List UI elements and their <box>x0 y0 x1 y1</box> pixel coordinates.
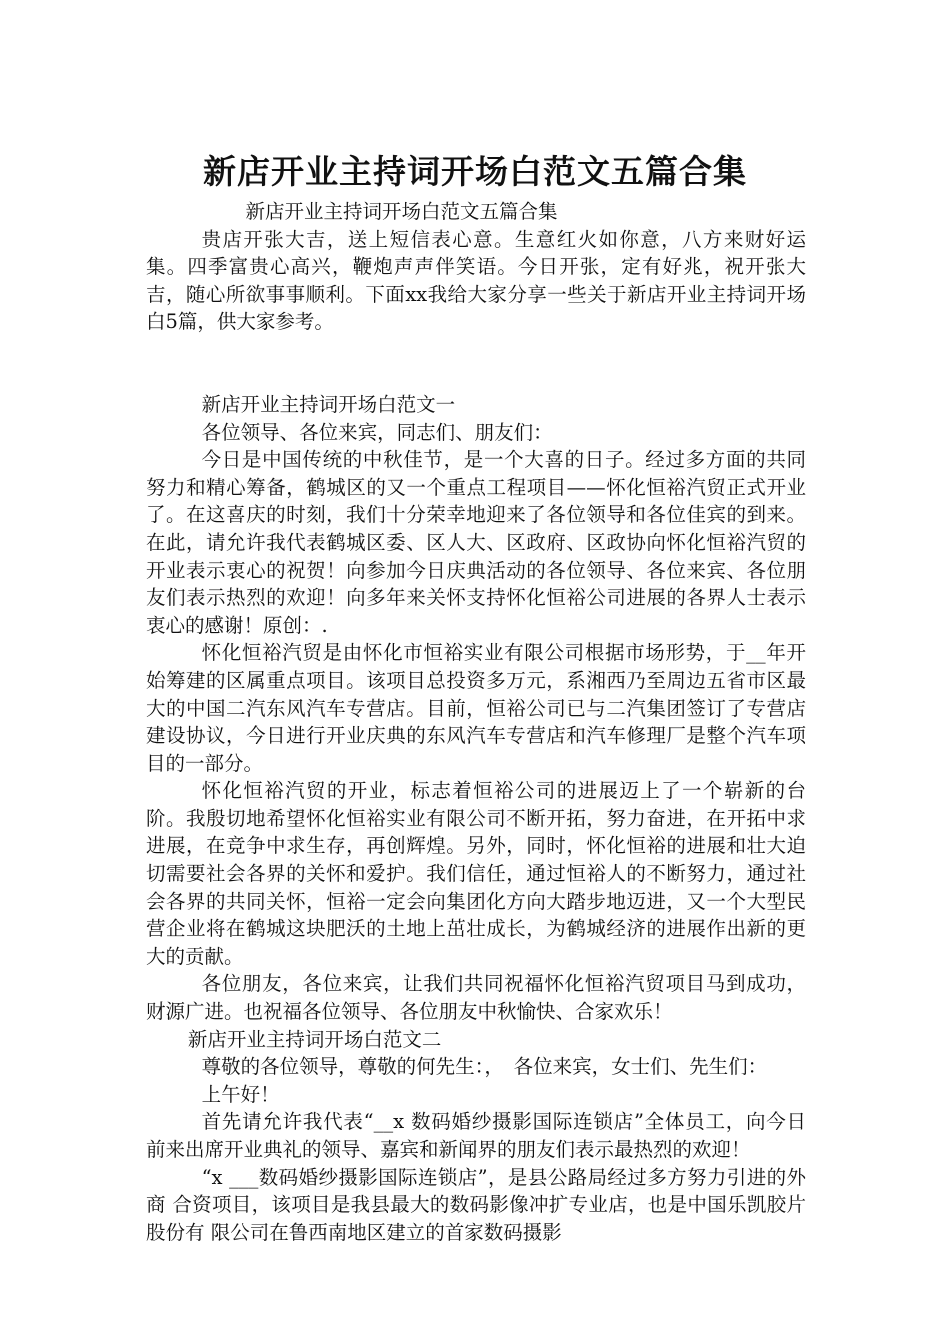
paragraph-body: 首先请允许我代表“__x 数码婚纱摄影国际连锁店”全体员工，向今日 前来出席开业典礼的领导、嘉宾和新闻界的朋友们表示最热烈的欢迎！ <box>146 1110 806 1161</box>
paragraph-greeting: 上午好！ <box>201 1082 280 1106</box>
paragraph-body: 今日是中国传统的中秋佳节，是一个大喜的日子。经过多方面的共同努力和精心筹备，鹤城区的又一个重点工程项目——怀化恒裕汽贸正式开业了。在这喜庆的时刻，我们十分荣幸地迎来了各位领导和各位佳宾的到来。在此，请允许我代表鹤城区委、区人大、区政府、区政协向怀化恒裕汽贸的开业表示衷心的祝贺！向参加今日庆典活动的各位领导、各位来宾、各位朋友们表示热烈的欢迎！向多年来关怀支持怀化恒裕公司进展的各界人士表示衷心的感谢！原创：. <box>146 448 806 637</box>
paragraph-greeting: 尊敬的各位领导，尊敬的何先生：， 各位来宾，女士们、先生们： <box>201 1055 768 1079</box>
paragraph-greeting: 各位领导、各位来宾，同志们、朋友们： <box>201 420 553 444</box>
document-body <box>146 198 806 1246</box>
paragraph-body: 怀化恒裕汽贸是由怀化市恒裕实业有限公司根据市场形势，于__年开始筹建的区属重点项目。该项目总投资多万元，系湘西乃至周边五省市区最大的中国二汽东风汽车专营店。目前，恒裕公司已与二汽集团签订了专营店建设协议，今日进行开业庆典的东风汽车专营店和汽车修理厂是整个汽车项目的一部分。 <box>146 641 806 775</box>
paragraph-body: 各位朋友，各位来宾，让我们共同祝福怀化恒裕汽贸项目马到成功，财源广进。也祝福各位领导、各位朋友中秋愉快、合家欢乐！ <box>146 972 806 1024</box>
section-heading-1: 新店开业主持词开场白范文一 <box>201 392 456 416</box>
paragraph-body: 怀化恒裕汽贸的开业，标志着恒裕公司的进展迈上了一个崭新的台阶。我殷切地希望怀化恒裕实业有限公司不断开拓，努力奋进，在开拓中求进展，在竞争中求生存，再创辉煌。另外，同时，怀化恒裕的进展和壮大迫切需要社会各界的关怀和爱护。我们信任，通过恒裕人的不断努力，通过社会各界的共同关怀，恒裕一定会向集团化方向大踏步地迈进，又一个大型民营企业将在鹤城这块肥沃的土地上茁壮成长，为鹤城经济的进展作出新的更大的贡献。 <box>146 779 806 968</box>
paragraph-gap <box>146 336 806 391</box>
document-title: 新店开业主持词开场白范文五篇合集 <box>203 152 747 192</box>
section-heading-2: 新店开业主持词开场白范文二 <box>187 1027 442 1051</box>
paragraph-subtitle: 新店开业主持词开场白范文五篇合集 <box>245 200 558 223</box>
paragraph-intro: 贵店开张大吉，送上短信表心意。生意红火如你意，八方来财好运集。四季富贵心高兴，鞭炮声声伴笑语。今日开张，定有好兆，祝开张大吉，随心所欲事事顺利。下面xx我给大家分享一些关于新店开业主持词开场白5篇，供大家参考。 <box>146 227 806 334</box>
paragraph-body: “x ___数码婚纱摄影国际连锁店”，是县公路局经过多方努力引进的外商 合资项目，该项目是我县最大的数码影像冲扩专业店，也是中国乐凯胶片股份有 限公司在鲁西南地区建立的首家数码摄影 <box>146 1165 806 1244</box>
